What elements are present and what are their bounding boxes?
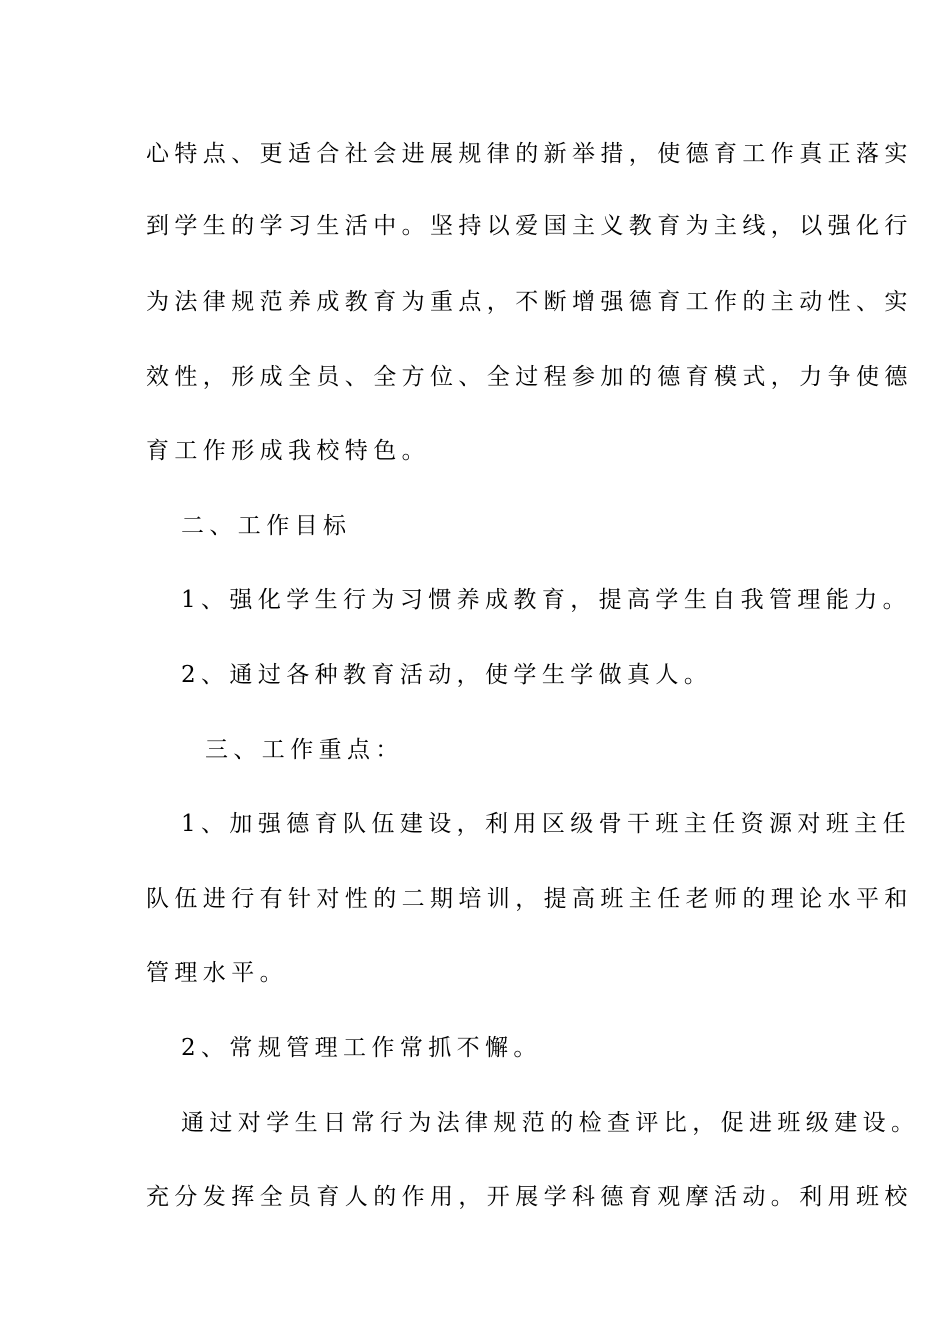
paragraph-line: 为法律规范养成教育为重点，不断增强德育工作的主动性、实 [146, 289, 913, 315]
section-heading-focus: 三、工作重点： [205, 737, 404, 763]
goal-item-1: 1、强化学生行为习惯养成教育，提高学生自我管理能力。 [181, 587, 912, 613]
goal-item-2: 2、通过各种教育活动，使学生学做真人。 [181, 662, 713, 688]
paragraph-line: 到学生的学习生活中。坚持以爱国主义教育为主线，以强化行 [146, 213, 913, 239]
section-heading-goals: 二、工作目标 [181, 513, 352, 539]
paragraph-line: 心特点、更适合社会进展规律的新举措，使德育工作真正落实 [146, 141, 913, 167]
paragraph-line: 效性，形成全员、全方位、全过程参加的德育模式，力争使德 [146, 364, 913, 390]
focus-item-2: 2、常规管理工作常抓不懈。 [181, 1035, 542, 1061]
paragraph-line: 充分发挥全员育人的作用，开展学科德育观摩活动。利用班校 [146, 1184, 913, 1210]
focus-item-1: 1、加强德育队伍建设，利用区级骨干班主任资源对班主任 [181, 811, 912, 837]
paragraph-line: 队伍进行有针对性的二期培训，提高班主任老师的理论水平和 [146, 886, 913, 912]
paragraph-line: 通过对学生日常行为法律规范的检查评比，促进班级建设。 [181, 1110, 920, 1136]
paragraph-line: 育工作形成我校特色。 [146, 438, 430, 464]
paragraph-line: 管理水平。 [146, 960, 288, 986]
